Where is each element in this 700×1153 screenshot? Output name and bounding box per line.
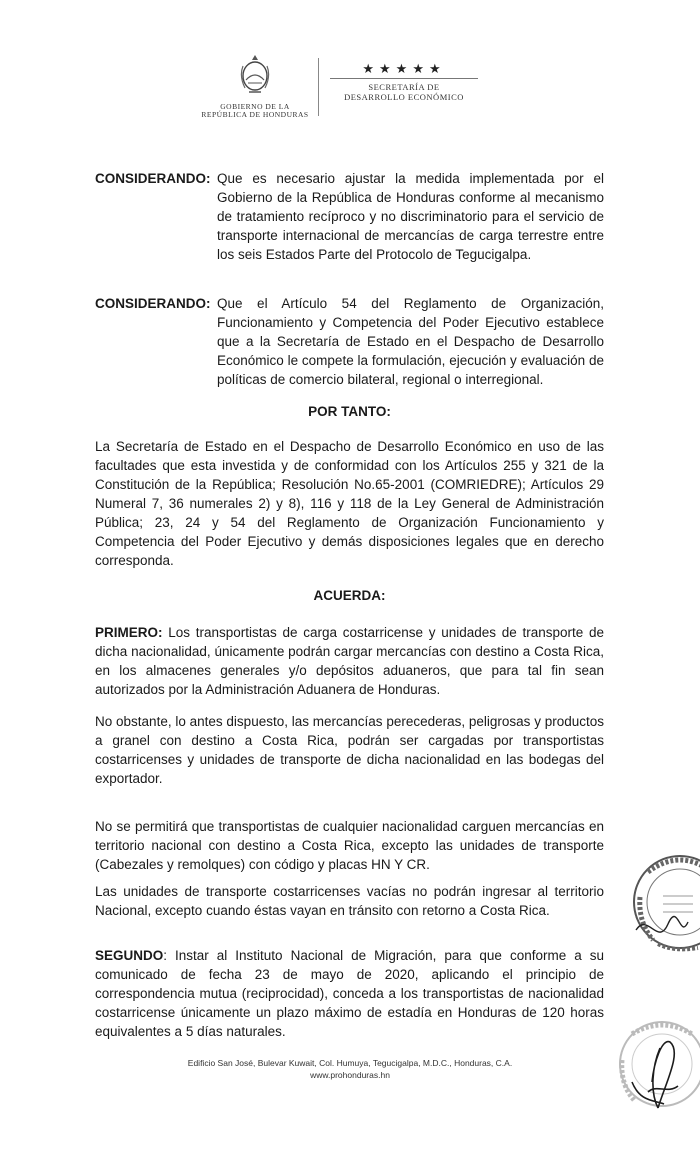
letterhead-government-line-2: REPÚBLICA DE HONDURAS bbox=[201, 110, 309, 119]
letterhead-ministry-line-1: SECRETARÍA DE bbox=[368, 82, 440, 92]
acuerda-heading: ACUERDA: bbox=[313, 588, 386, 603]
segundo-label: SEGUNDO bbox=[95, 948, 164, 963]
por-tanto-text: La Secretaría de Estado en el Despacho de Desarrollo Económico en uso de las facultades que esta investida y de conformidad con los Artículos 255 y 321 de la Constitución de la República; Resolución No.65-2001 (COMRIEDRE); Artículos 29 Numeral 7, 36 numerales 2) y 8), 116 y 118 de la Ley General de Administración Pública; 23, 24 y 54 del Reglamento de Organización Funcionamiento y Competencia del Poder Ejecutivo y demás disposiciones legales que en derecho corresponda. bbox=[95, 439, 604, 568]
letterhead-government-line-1: GOBIERNO DE LA bbox=[220, 102, 290, 111]
footer bbox=[0, 1057, 700, 1081]
letterhead-government bbox=[195, 52, 315, 119]
acuerda-paragraph-2: No obstante, lo antes dispuesto, las mercancías perecederas, peligrosas y productos a granel con destino a Costa Rica, podrán ser cargadas por transportistas costarricenses y unidades de transporte de dicha nacionalidad en las bodegas del exportador. bbox=[95, 714, 604, 786]
footer-url: www.prohonduras.hn bbox=[310, 1070, 390, 1080]
considerando-1-label: CONSIDERANDO: bbox=[95, 171, 211, 186]
considerando-1-text: Que es necesario ajustar la medida implementada por el Gobierno de la República de Honduras conforme al mecanismo de tratamiento recíproco y no discriminatorio para el servicio de transporte internacional de mercancías de carga terrestre entre los seis Estados Parte del Protocolo de Tegucigalpa. bbox=[217, 171, 604, 262]
stars-icon: ★★★★★ bbox=[362, 61, 446, 76]
letterhead-divider bbox=[318, 58, 319, 116]
coat-of-arms-icon bbox=[235, 52, 275, 96]
letterhead-ministry bbox=[330, 62, 478, 102]
por-tanto-heading: POR TANTO: bbox=[308, 404, 391, 419]
acuerda-paragraph-3: No se permitirá que transportistas de cualquier nacionalidad carguen mercancías en territorio nacional con destino a Costa Rica, excepto las unidades de transporte (Cabezales y remolques) con código y placas HN Y CR. bbox=[95, 819, 604, 872]
footer-address: Edificio San José, Bulevar Kuwait, Col. Humuya, Tegucigalpa, M.D.C., Honduras, C.A. bbox=[187, 1058, 513, 1068]
primero-paragraph bbox=[95, 623, 604, 699]
acuerda-paragraph-4: Las unidades de transporte costarricenses vacías no podrán ingresar al territorio Nacional, excepto cuando éstas vayan en tránsito con retorno a Costa Rica. bbox=[95, 884, 604, 918]
considerando-2-label: CONSIDERANDO: bbox=[95, 296, 211, 311]
considerando-2-text: Que el Artículo 54 del Reglamento de Organización, Funcionamiento y Competencia del Poder Ejecutivo establece que a la Secretaría de Estado en el Despacho de Desarrollo Económico le compete la formulación, ejecución y evaluación de políticas de comercio bilateral, regional o interregional. bbox=[217, 296, 604, 387]
primero-text: Los transportistas de carga costarricense y unidades de transporte de dicha nacionalidad, únicamente podrán cargar mercancías con destino a Costa Rica, en los almacenes generales y/o depósitos aduaneros, que para tal fin sean autorizados por la Administración Aduanera de Honduras. bbox=[95, 625, 604, 697]
official-stamp-icon bbox=[618, 852, 700, 956]
letterhead-rule bbox=[330, 78, 478, 79]
segundo-paragraph bbox=[95, 946, 604, 1041]
primero-label: PRIMERO: bbox=[95, 625, 163, 640]
segundo-text: : Instar al Instituto Nacional de Migración, para que conforme a su comunicado de fecha 23 de mayo de 2020, aplicando el principio de correspondencia mutua (reciprocidad), conceda a los transportistas de nacionalidad costarricense únicamente un plazo máximo de estadía en Honduras de 120 horas equivalentes a 5 días naturales. bbox=[95, 948, 604, 1039]
letterhead-ministry-line-2: DESARROLLO ECONÓMICO bbox=[344, 92, 464, 102]
